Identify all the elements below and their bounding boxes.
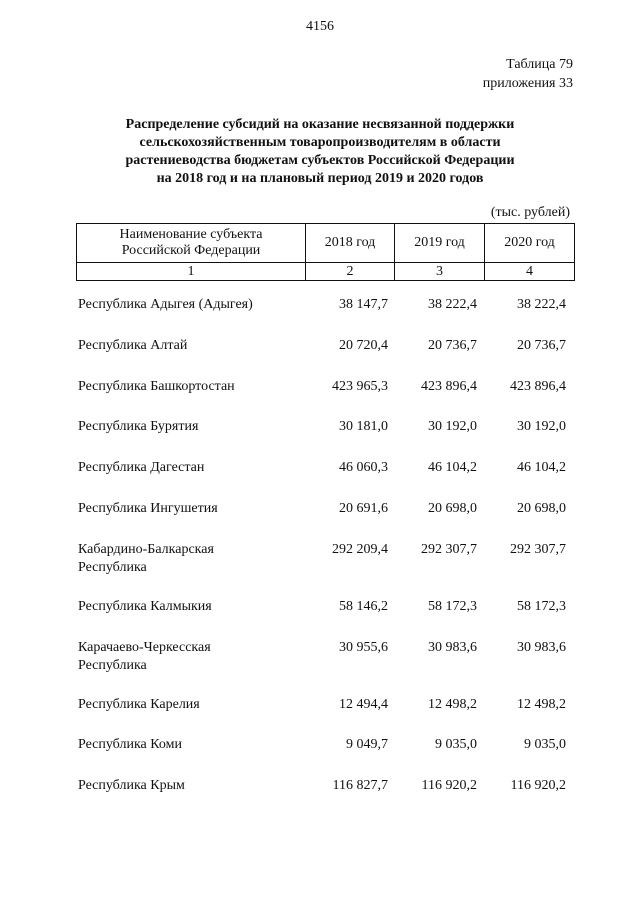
region-name [78, 459, 278, 477]
region-name-line: Республика Крым [78, 778, 185, 793]
units-label: (тыс. рублей) [490, 205, 570, 220]
region-name-line: Республика Калмыкия [78, 599, 212, 614]
value-2018: 20 691,6 [339, 501, 388, 516]
title-line: растениеводства бюджетам субъектов Российской Федерации [125, 153, 515, 168]
region-name-line: Республика Башкортостан [78, 379, 235, 394]
title-line: на 2018 год и на плановый период 2019 и 2020 годов [156, 171, 484, 186]
value-2019: 292 307,7 [421, 542, 477, 557]
region-name [78, 736, 278, 754]
value-2019: 116 920,2 [421, 778, 477, 793]
value-2018: 423 965,3 [332, 379, 388, 394]
header-col-number: 2 [306, 263, 395, 281]
value-2018: 58 146,2 [339, 599, 388, 614]
value-2018: 12 494,4 [339, 697, 388, 712]
value-2018: 38 147,7 [339, 297, 388, 312]
value-2018: 30 181,0 [339, 419, 388, 434]
region-name-line: Республика [78, 560, 147, 575]
value-2020: 58 172,3 [517, 599, 566, 614]
value-2019: 38 222,4 [428, 297, 477, 312]
title-line: сельскохозяйственным товаропроизводителям в области [139, 135, 501, 150]
value-2019: 12 498,2 [428, 697, 477, 712]
value-2018: 116 827,7 [332, 778, 388, 793]
value-2019: 20 736,7 [428, 338, 477, 353]
region-name [78, 500, 278, 518]
header-2019: 2019 год [395, 224, 485, 263]
region-name-line: Республика Коми [78, 737, 182, 752]
appendix-number: приложения 33 [482, 76, 573, 91]
region-name [78, 418, 278, 436]
header-col-number: 1 [77, 263, 306, 281]
value-2020: 9 035,0 [524, 737, 566, 752]
table-header [76, 223, 575, 281]
region-name-line: Республика Алтай [78, 338, 188, 353]
region-name-line: Республика Адыгея (Адыгея) [78, 297, 253, 312]
region-name [78, 777, 278, 795]
value-2018: 20 720,4 [339, 338, 388, 353]
page-number: 4156 [306, 19, 334, 34]
value-2020: 12 498,2 [517, 697, 566, 712]
value-2018: 292 209,4 [332, 542, 388, 557]
value-2020: 116 920,2 [510, 778, 566, 793]
header-2020: 2020 год [485, 224, 575, 263]
value-2019: 58 172,3 [428, 599, 477, 614]
value-2019: 9 035,0 [435, 737, 477, 752]
header-col-number: 4 [485, 263, 575, 281]
value-2020: 30 983,6 [517, 640, 566, 655]
region-name-line: Республика Бурятия [78, 419, 199, 434]
document-title [60, 116, 580, 188]
region-name-line: Республика Ингушетия [78, 501, 218, 516]
region-name-line: Республика Дагестан [78, 460, 205, 475]
value-2020: 46 104,2 [517, 460, 566, 475]
header-name-column: Наименование субъекта Российской Федерации [77, 224, 306, 263]
value-2018: 9 049,7 [346, 737, 388, 752]
value-2019: 46 104,2 [428, 460, 477, 475]
region-name-line: Республика [78, 658, 147, 673]
value-2020: 292 307,7 [510, 542, 566, 557]
value-2019: 30 192,0 [428, 419, 477, 434]
value-2020: 30 192,0 [517, 419, 566, 434]
value-2018: 46 060,3 [339, 460, 388, 475]
value-2018: 30 955,6 [339, 640, 388, 655]
title-line: Распределение субсидий на оказание несвязанной поддержки [125, 117, 515, 132]
value-2019: 30 983,6 [428, 640, 477, 655]
region-name-line: Кабардино-Балкарская [78, 542, 214, 557]
region-name [78, 598, 278, 616]
region-name-line: Карачаево-Черкесская [78, 640, 211, 655]
table-number: Таблица 79 [506, 57, 573, 72]
value-2020: 38 222,4 [517, 297, 566, 312]
region-name [78, 296, 278, 314]
value-2019: 423 896,4 [421, 379, 477, 394]
region-name [78, 639, 278, 675]
value-2020: 20 736,7 [517, 338, 566, 353]
region-name-line: Республика Карелия [78, 697, 200, 712]
value-2020: 20 698,0 [517, 501, 566, 516]
header-col-number: 3 [395, 263, 485, 281]
region-name [78, 696, 278, 714]
header-2018: 2018 год [306, 224, 395, 263]
value-2020: 423 896,4 [510, 379, 566, 394]
region-name [78, 541, 278, 577]
table-reference [483, 55, 573, 93]
region-name [78, 378, 278, 396]
region-name [78, 337, 278, 355]
value-2019: 20 698,0 [428, 501, 477, 516]
